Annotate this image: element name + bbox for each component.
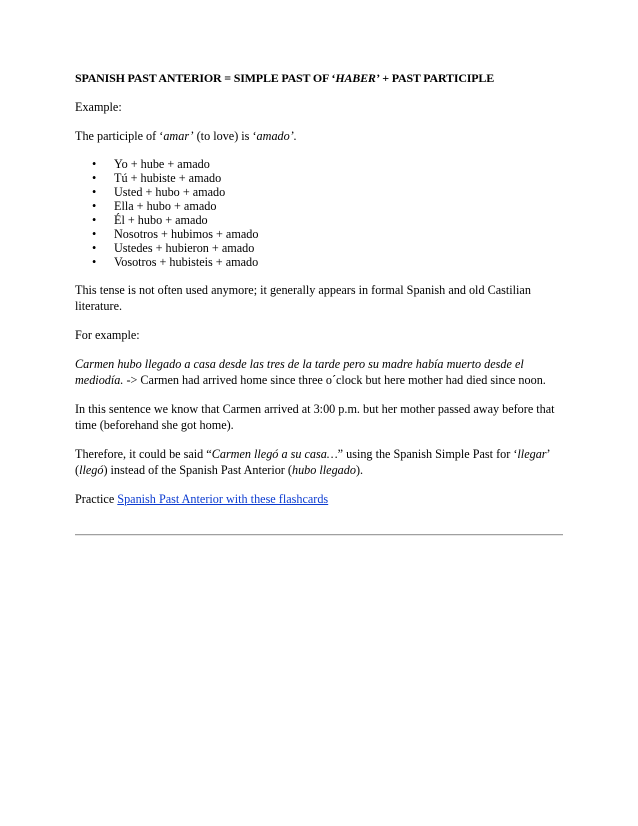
therefore-paragraph <box>75 446 565 478</box>
participle-amado: amado’. <box>256 129 297 143</box>
bullet-icon: • <box>92 199 97 213</box>
therefore-text-2: ” using the Spanish Simple Past for ‘ <box>337 447 518 461</box>
example-spanish: Carmen hubo llegado a casa desde las tres de la tarde pero su madre había muerto desde el mediodía. <box>75 357 524 387</box>
bullet-icon: • <box>92 255 97 269</box>
practice-prefix: Practice <box>75 492 118 506</box>
bullet-icon: • <box>92 157 97 171</box>
conjugation-text: Usted + hubo + amado <box>114 185 226 199</box>
example-english: -> Carmen had arrived home since three o´clock but here mother had died since noon. <box>123 373 546 387</box>
flashcards-link[interactable]: Spanish Past Anterior with these flashcards <box>117 492 329 506</box>
therefore-hubo-llegado: hubo llegado <box>291 463 356 477</box>
list-item <box>75 157 565 171</box>
for-example-label: For example: <box>75 328 140 342</box>
conjugation-text: Tú + hubiste + amado <box>114 171 222 185</box>
list-item <box>75 171 565 185</box>
participle-text-2: (to love) is ‘ <box>193 129 257 143</box>
therefore-text-4: ) instead of the Spanish Past Anterior ( <box>103 463 292 477</box>
participle-sentence <box>75 128 565 144</box>
conjugation-list <box>75 157 565 269</box>
title-haber: HABER’ <box>335 71 380 85</box>
list-item <box>75 227 565 241</box>
participle-text-1: The participle of ‘ <box>75 129 164 143</box>
document-body <box>75 70 565 520</box>
explanation-paragraph: In this sentence we know that Carmen arrived at 3:00 p.m. but her mother passed away before that time (beforehand she got home). <box>75 402 555 432</box>
conjugation-text: Él + hubo + amado <box>114 213 208 227</box>
therefore-llegar: llegar <box>517 447 547 461</box>
conjugation-text: Ustedes + hubieron + amado <box>114 241 255 255</box>
usage-paragraph: This tense is not often used anymore; it generally appears in formal Spanish and old Castilian literature. <box>75 283 531 313</box>
conjugation-text: Yo + hube + amado <box>114 157 210 171</box>
practice-line <box>75 491 565 507</box>
bullet-icon: • <box>92 213 97 227</box>
therefore-quote: Carmen llegó a su casa… <box>211 447 338 461</box>
example-label: Example: <box>75 100 122 114</box>
conjugation-text: Nosotros + hubimos + amado <box>114 227 259 241</box>
bullet-icon: • <box>92 227 97 241</box>
bullet-icon: • <box>92 185 97 199</box>
conjugation-text: Ella + hubo + amado <box>114 199 217 213</box>
title-prefix: SPANISH PAST ANTERIOR = SIMPLE PAST OF ‘ <box>75 71 336 85</box>
list-item <box>75 185 565 199</box>
conjugation-text: Vosotros + hubisteis + amado <box>114 255 259 269</box>
page-title <box>75 70 565 86</box>
therefore-text-3: ’ ( <box>75 447 550 477</box>
list-item <box>75 199 565 213</box>
bullet-icon: • <box>92 241 97 255</box>
list-item <box>75 213 565 227</box>
therefore-text-1: Therefore, it could be said “ <box>75 447 212 461</box>
bullet-icon: • <box>92 171 97 185</box>
therefore-llego: llegó <box>79 463 104 477</box>
horizontal-divider <box>75 534 563 536</box>
list-item <box>75 255 565 269</box>
title-suffix: + PAST PARTICIPLE <box>379 71 495 85</box>
participle-amar: amar’ <box>163 129 194 143</box>
therefore-text-5: ). <box>355 463 364 477</box>
example-sentence <box>75 356 565 388</box>
list-item <box>75 241 565 255</box>
